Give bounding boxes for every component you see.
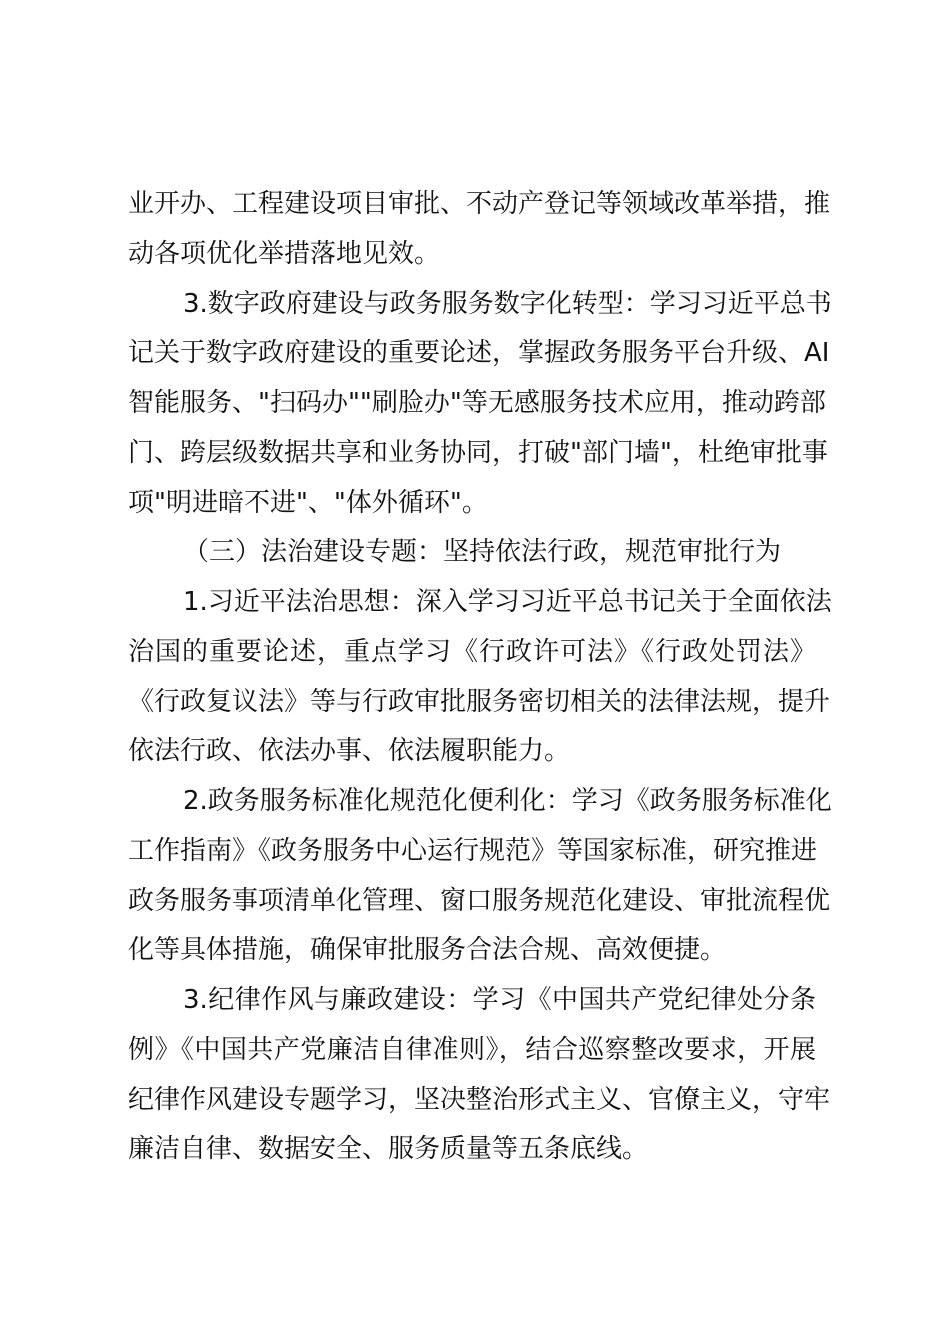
text-line: 《行政复议法》等与行政审批服务密切相关的法律法规，提升 <box>128 686 831 717</box>
text-line: 依法行政、依法办事、依法履职能力。 <box>128 736 571 767</box>
text-line: 动各项优化举措落地见效。 <box>128 238 441 269</box>
text-line: （三）法治建设专题：坚持依法行政，规范审批行为 <box>183 537 782 568</box>
text-line: 业开办、工程建设项目审批、不动产登记等领域改革举措，推 <box>128 189 831 219</box>
paragraph <box>128 777 832 976</box>
text-line: 智能服务、"扫码办""刷脸办"等无感服务技术应用，推动跨部 <box>128 388 826 418</box>
paragraph <box>128 180 831 280</box>
text-line: 3.纪律作风与廉政建设：学习《中国共产党纪律处分条 <box>183 985 816 1015</box>
text-line: 门、跨层级数据共享和业务协同，打破"部门墙"，杜绝审批事 <box>128 437 828 468</box>
text-line: 工作指南》《政务服务中心运行规范》等国家标准，研究推进 <box>128 835 818 866</box>
text-line: 政务服务事项清单化管理、窗口服务规范化建设、审批流程优 <box>128 885 831 916</box>
text-line: 例》《中国共产党廉洁自律准则》，结合巡察整改要求，开展 <box>128 1034 816 1065</box>
text-line: 廉洁自律、数据安全、服务质量等五条底线。 <box>128 1134 649 1165</box>
document-page <box>128 180 832 1175</box>
text-line: 2.政务服务标准化规范化便利化：学习《政务服务标准化 <box>183 786 832 816</box>
text-line: 化等具体措施，确保审批服务合法合规、高效便捷。 <box>128 935 727 966</box>
paragraph <box>128 976 831 1175</box>
text-line: 治国的重要论述，重点学习《行政许可法》《行政处罚法》 <box>128 636 816 667</box>
text-line: 记关于数字政府建设的重要论述，掌握政务服务平台升级、AI <box>128 338 830 369</box>
text-line: 1.习近平法治思想：深入学习习近平总书记关于全面依法 <box>183 587 832 617</box>
paragraph <box>128 280 832 529</box>
paragraph <box>128 578 832 777</box>
text-line: 项"明进暗不进"、"体外循环"。 <box>128 487 488 518</box>
paragraph <box>128 528 816 578</box>
text-line: 3.数字政府建设与政务服务数字化转型：学习习近平总书 <box>183 288 832 319</box>
text-line: 纪律作风建设专题学习，坚决整治形式主义、官僚主义，守牢 <box>128 1084 831 1115</box>
